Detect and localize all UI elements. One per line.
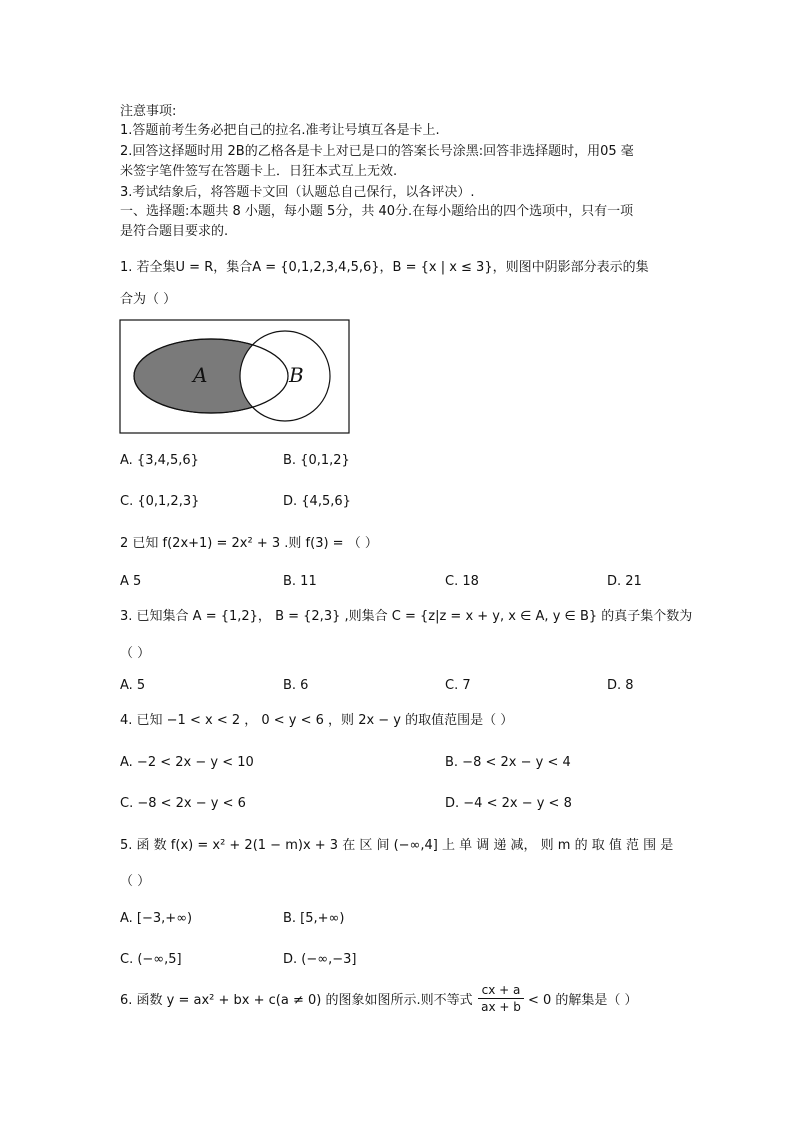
note-2-line-1: 2.回答这择题时用 2B的乙格各是卡上对已是口的答案长号涂黑:回答非选择题时，用05 毫 [120,144,634,159]
question-3-option-d[interactable]: D. 8 [607,678,634,693]
note-1: 1.答题前考生务必把自己的拉名.准考让号填互各是卡上. [120,123,440,138]
question-4-option-c[interactable]: C. −8 < 2x − y < 6 [120,796,246,811]
question-1-stem-line-2: 合为（ ） [120,292,177,307]
question-3-option-b[interactable]: B. 6 [283,678,309,693]
venn-diagram [119,319,351,435]
question-3-option-a[interactable]: A. 5 [120,678,146,693]
question-6-fraction [478,983,524,1014]
question-5-option-b[interactable]: B. [5,+∞) [283,911,345,926]
fraction-numerator: cx + a [478,983,524,999]
venn-label-b: B [289,363,304,387]
question-4-option-b[interactable]: B. −8 < 2x − y < 4 [445,755,571,770]
question-6-stem-suffix: < 0 的解集是（ ） [528,993,638,1008]
question-1-option-b[interactable]: B. {0,1,2} [283,453,350,468]
note-3: 3.考试结象后，将答题卡文回（认题总自己保行，以各评决）. [120,185,475,200]
question-5-option-a[interactable]: A. [−3,+∞) [120,911,193,926]
question-5-option-c[interactable]: C. (−∞,5] [120,952,182,967]
question-2-stem: 2 已知 f(2x+1) = 2x² + 3 .则 f(3) = （ ） [120,536,378,551]
fraction-denominator: ax + b [481,1000,521,1014]
question-6-stem-prefix: 6. 函数 y = ax² + bx + c(a ≠ 0) 的图象如图所示.则不等式 [120,993,473,1008]
question-1-option-c[interactable]: C. {0,1,2,3} [120,494,200,509]
question-2-option-d[interactable]: D. 21 [607,574,642,589]
question-1-option-a[interactable]: A. {3,4,5,6} [120,453,199,468]
question-3-option-c[interactable]: C. 7 [445,678,471,693]
question-5-option-d[interactable]: D. (−∞,−3] [283,952,357,967]
question-2-option-a[interactable]: A 5 [120,574,142,589]
section-heading-line-2: 是符合题目要求的. [120,224,229,239]
question-2-option-c[interactable]: C. 18 [445,574,479,589]
notes-heading: 注意事项: [120,104,177,119]
question-3-stem-line-1: 3. 已知集合 A = {1,2}， B = {2,3} ,则集合 C = {z|z = x + y, x ∈ A, y ∈ B} 的真子集个数为 [120,609,693,624]
question-4-stem: 4. 已知 −1 < x < 2 ， 0 < y < 6 ，则 2x − y 的取值范围是（ ） [120,713,514,728]
question-4-option-a[interactable]: A. −2 < 2x − y < 10 [120,755,254,770]
question-1-stem-line-1: 1. 若全集U = R，集合A = {0,1,2,3,4,5,6}，B = {x | x ≤ 3}，则图中阴影部分表示的集 [120,260,649,275]
section-heading-line-1: 一、选择题:本题共 8 小题，每小题 5分，共 40分.在每小题给出的四个选项中，只有一项 [120,204,634,219]
question-4-option-d[interactable]: D. −4 < 2x − y < 8 [445,796,572,811]
question-2-option-b[interactable]: B. 11 [283,574,317,589]
question-3-stem-line-2: （ ） [120,646,151,661]
question-1-option-d[interactable]: D. {4,5,6} [283,494,351,509]
note-2-line-2: 米签字笔件签写在答题卡上．日狂本式互上无效. [120,164,398,179]
question-5-stem-line-1: 5. 函 数 f(x) = x² + 2(1 − m)x + 3 在 区 间 (−∞,4] 上 单 调 递 减， 则 m 的 取 值 范 围 是 [120,838,674,853]
question-5-stem-line-2: （ ） [120,874,151,889]
venn-label-a: A [193,363,208,387]
